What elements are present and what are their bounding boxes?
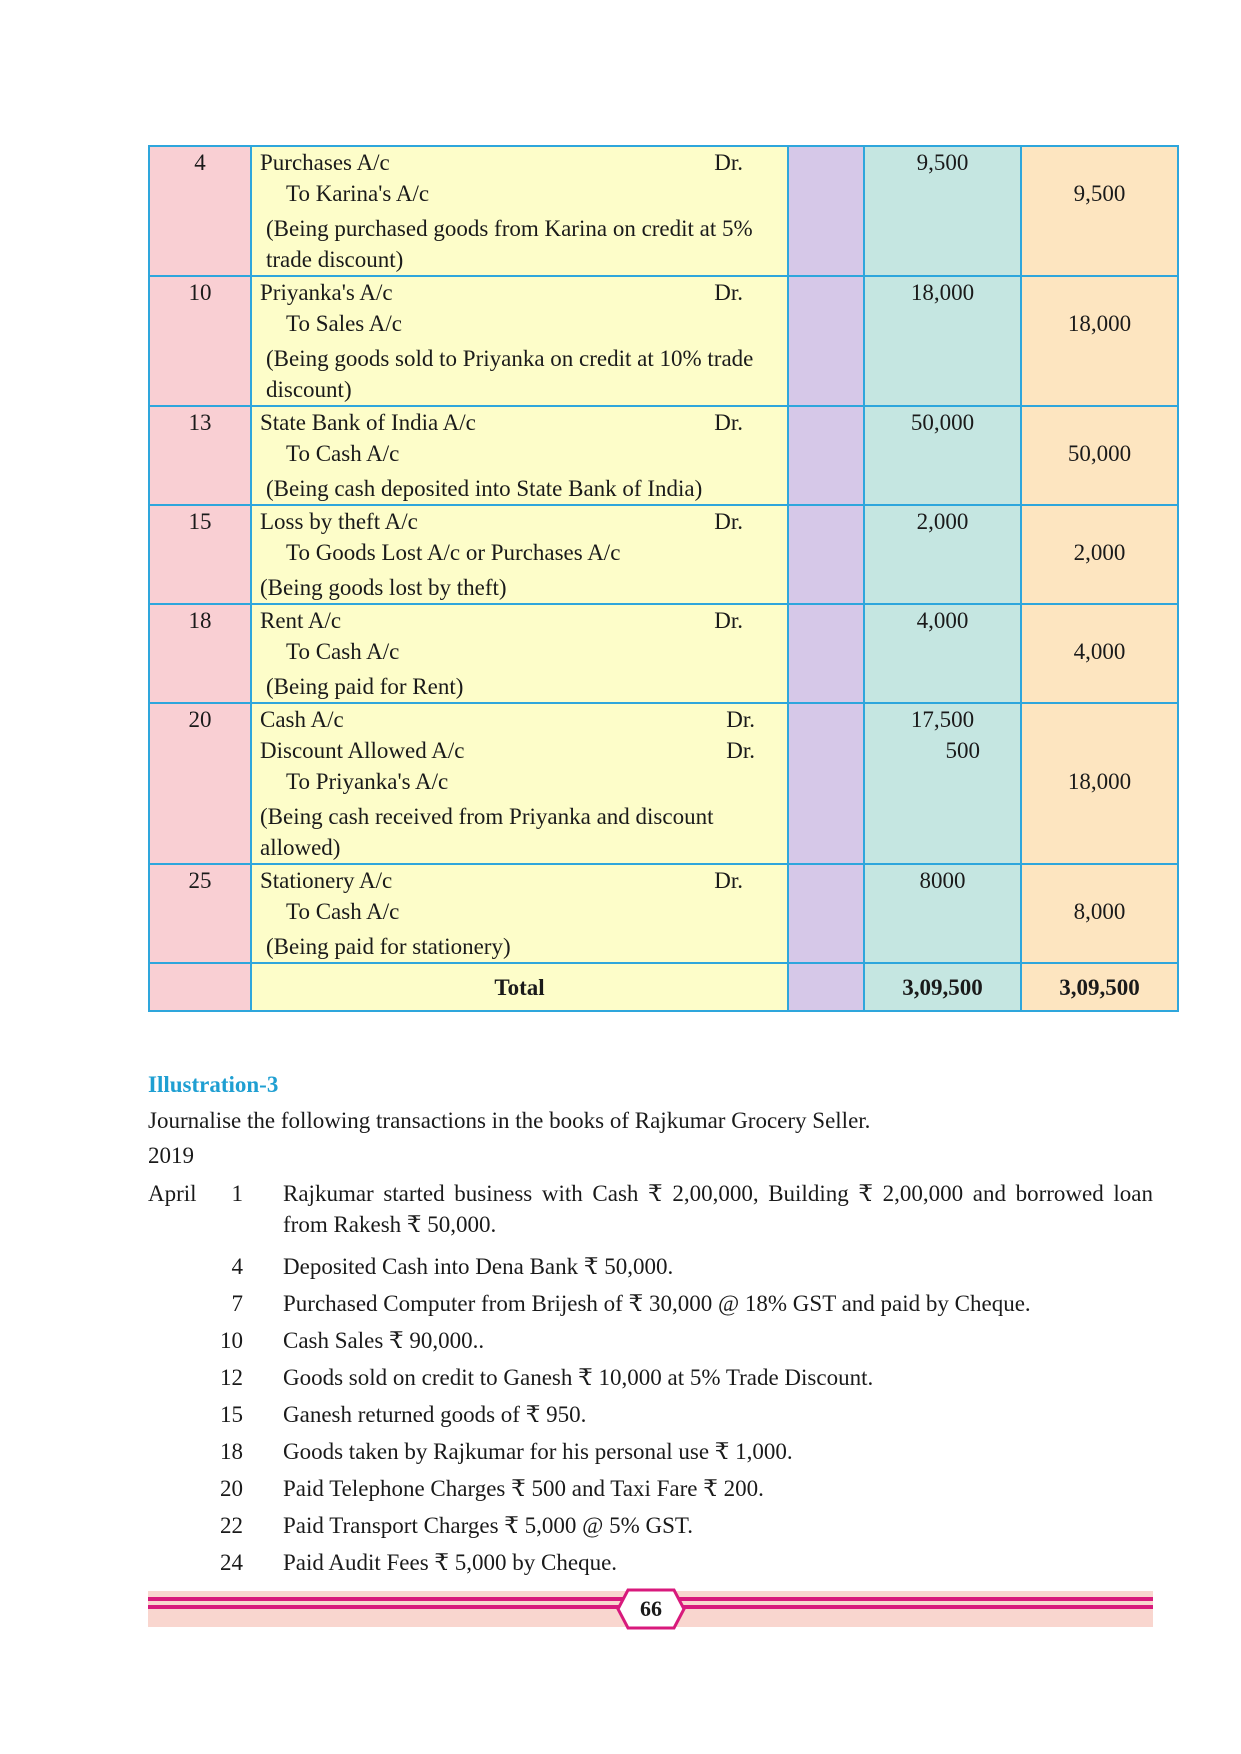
debit-account: Rent A/c [260, 608, 342, 633]
entry-date: 4 [149, 146, 251, 276]
credit-amount: 9,500 [1021, 146, 1178, 276]
entry-date: 13 [149, 406, 251, 505]
credit-account: To Cash A/c [286, 441, 400, 466]
transaction-day: 10 [220, 1328, 243, 1353]
journal-entry [149, 406, 1178, 505]
narration: (Being cash deposited into State Bank of India) [266, 476, 703, 501]
journal-entry [149, 864, 1178, 963]
debit-account: Cash A/c [260, 707, 344, 732]
entry-date: 20 [149, 703, 251, 864]
lf-cell [788, 963, 864, 1011]
credit-amount: 50,000 [1021, 406, 1178, 505]
transaction-day: 1 [231, 1181, 243, 1206]
transaction-day: 24 [220, 1550, 243, 1575]
credit-account: To Priyanka's A/c [286, 769, 449, 794]
debit-amount: 17,500 500 [864, 703, 1021, 864]
transaction-text: Goods taken by Rajkumar for his personal use ₹ 1,000. [283, 1439, 793, 1464]
lf-cell [788, 864, 864, 963]
transaction-text: Rajkumar started business with Cash ₹ 2,00,000, Building ₹ 2,00,000 and borrowed loan from Rakesh ₹ 50,000. [283, 1181, 1153, 1237]
entry-particulars [251, 146, 788, 276]
entry-particulars [251, 703, 788, 864]
dr-tag: Dr. [714, 608, 743, 633]
transaction-text: Paid Transport Charges ₹ 5,000 @ 5% GST. [283, 1513, 694, 1538]
narration: (Being purchased goods from Karina on credit at 5% trade discount) [266, 216, 753, 272]
page-number-badge [616, 1588, 686, 1630]
entry-date: 25 [149, 864, 251, 963]
lf-cell [788, 406, 864, 505]
page-number: 66 [640, 1596, 662, 1621]
dr-tag: Dr. [726, 707, 755, 732]
lf-cell [788, 604, 864, 703]
dr-tag: Dr. [714, 410, 743, 435]
narration: (Being paid for Rent) [266, 674, 464, 699]
transaction-text: Paid Audit Fees ₹ 5,000 by Cheque. [283, 1550, 618, 1575]
entry-particulars [251, 505, 788, 604]
journal-entry [149, 703, 1178, 864]
total-row [149, 963, 1178, 1011]
journal-entry [149, 276, 1178, 406]
debit-amount: 8000 [864, 864, 1021, 963]
transaction-day: 20 [220, 1476, 243, 1501]
entry-date: 18 [149, 604, 251, 703]
transaction-text: Goods sold on credit to Ganesh ₹ 10,000 at 5% Trade Discount. [283, 1365, 874, 1390]
debit-account: Discount Allowed A/c [260, 738, 465, 763]
transaction-text: Ganesh returned goods of ₹ 950. [283, 1402, 587, 1427]
credit-amount: 18,000 [1021, 703, 1178, 864]
debit-account: Priyanka's A/c [260, 280, 393, 305]
transaction-month: April [148, 1181, 197, 1206]
lf-cell [788, 703, 864, 864]
transaction-day: 7 [231, 1291, 243, 1316]
credit-amount: 2,000 [1021, 505, 1178, 604]
lf-cell [788, 276, 864, 406]
narration: (Being goods lost by theft) [260, 575, 507, 600]
transaction-day: 22 [220, 1513, 243, 1538]
dr-tag: Dr. [714, 868, 743, 893]
credit-account: To Karina's A/c [286, 181, 430, 206]
debit-amount: 50,000 [864, 406, 1021, 505]
total-credit: 3,09,500 [1021, 963, 1178, 1011]
journal-entry [149, 146, 1178, 276]
dr-tag: Dr. [726, 738, 755, 763]
debit-amount: 2,000 [864, 505, 1021, 604]
credit-amount: 8,000 [1021, 864, 1178, 963]
dr-tag: Dr. [714, 280, 743, 305]
transaction-text: Cash Sales ₹ 90,000.. [283, 1328, 485, 1353]
illustration-title: Illustration-3 [148, 1072, 279, 1097]
dr-tag: Dr. [714, 150, 743, 175]
debit-amount: 4,000 [864, 604, 1021, 703]
transaction-day: 18 [220, 1439, 243, 1464]
entry-date: 10 [149, 276, 251, 406]
credit-amount: 4,000 [1021, 604, 1178, 703]
credit-account: To Cash A/c [286, 899, 400, 924]
lf-cell [788, 146, 864, 276]
dr-tag: Dr. [714, 509, 743, 534]
credit-account: To Goods Lost A/c or Purchases A/c [286, 540, 621, 565]
illustration-year: 2019 [148, 1143, 194, 1168]
journal-entry [149, 604, 1178, 703]
total-date-cell [149, 963, 251, 1011]
debit-amount: 9,500 [864, 146, 1021, 276]
transaction-day: 4 [231, 1254, 243, 1279]
lf-cell [788, 505, 864, 604]
debit-amount: 18,000 [864, 276, 1021, 406]
credit-account: To Sales A/c [286, 311, 402, 336]
transaction-text: Purchased Computer from Brijesh of ₹ 30,000 @ 18% GST and paid by Cheque. [283, 1291, 1031, 1316]
debit-account: State Bank of India A/c [260, 410, 476, 435]
illustration-intro: Journalise the following transactions in the books of Rajkumar Grocery Seller. [148, 1108, 871, 1133]
entry-date: 15 [149, 505, 251, 604]
transaction-day: 12 [220, 1365, 243, 1390]
credit-account: To Cash A/c [286, 639, 400, 664]
entry-particulars [251, 604, 788, 703]
narration: (Being cash received from Priyanka and discount allowed) [260, 804, 714, 860]
transaction-text: Paid Telephone Charges ₹ 500 and Taxi Fare ₹ 200. [283, 1476, 764, 1501]
entry-particulars [251, 406, 788, 505]
total-label: Total [251, 963, 788, 1011]
debit-account: Loss by theft A/c [260, 509, 418, 534]
narration: (Being paid for stationery) [266, 934, 511, 959]
entry-particulars [251, 864, 788, 963]
journal-table [148, 145, 1179, 1012]
total-debit: 3,09,500 [864, 963, 1021, 1011]
credit-amount: 18,000 [1021, 276, 1178, 406]
transaction-text: Deposited Cash into Dena Bank ₹ 50,000. [283, 1254, 674, 1279]
debit-account: Stationery A/c [260, 868, 393, 893]
journal-entry [149, 505, 1178, 604]
transaction-day: 15 [220, 1402, 243, 1427]
debit-account: Purchases A/c [260, 150, 390, 175]
narration: (Being goods sold to Priyanka on credit at 10% trade discount) [266, 346, 754, 402]
entry-particulars [251, 276, 788, 406]
